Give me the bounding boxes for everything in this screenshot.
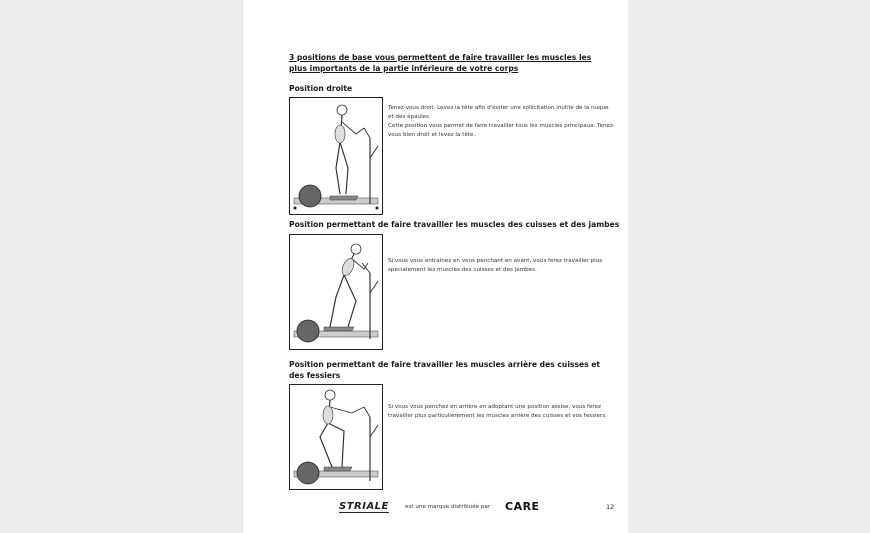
illustration-backward-lean-position [289, 384, 383, 490]
section-description-forward-lean [388, 257, 616, 275]
description-paragraph: Tenez-vous droit. Levez la tête afin d'éviter une sollicitation inutile de la nuque et des épaules. [388, 105, 609, 120]
illustration-upright-position [289, 97, 383, 215]
section-description-upright [388, 104, 616, 140]
footer-text: est une marque distribuée par [405, 504, 491, 510]
elliptical-trainer-figure [290, 235, 382, 349]
section-title-upright: Position droite [289, 84, 353, 93]
elliptical-trainer-figure [290, 385, 382, 489]
description-paragraph: Si vous vous entraînez en vous penchant en avant, vous ferez travailler plus spécialement les muscles des cuisses et des jambes. [388, 258, 603, 273]
section-description-backward-lean [388, 403, 616, 421]
section-title-backward-lean: Position permettant de faire travailler les muscles arrière des cuisses et des fessiers [289, 360, 601, 380]
description-paragraph: Cette position vous permet de faire travailler tous les muscles principaux. Tenez-vous bien droit et levez la tête. [388, 123, 615, 138]
care-logo: CARE [505, 500, 540, 513]
page-heading: 3 positions de base vous permettent de faire travailler les muscles les plus importants de la partie inférieure de votre corps [289, 53, 592, 73]
section-title-forward-lean: Position permettant de faire travailler les muscles des cuisses et des jambes [289, 220, 620, 229]
document-page [243, 0, 628, 533]
page-footer [243, 500, 628, 516]
description-paragraph: Si vous vous penchez en arrière en adoptant une position assise, vous ferez travailler plus particulièrement les muscles arrière des cuisses et vos fessiers. [388, 404, 607, 419]
page-number: 12 [606, 503, 615, 511]
elliptical-trainer-figure [290, 98, 382, 214]
illustration-forward-lean-position [289, 234, 383, 350]
striale-logo: STRIALE [339, 501, 389, 512]
